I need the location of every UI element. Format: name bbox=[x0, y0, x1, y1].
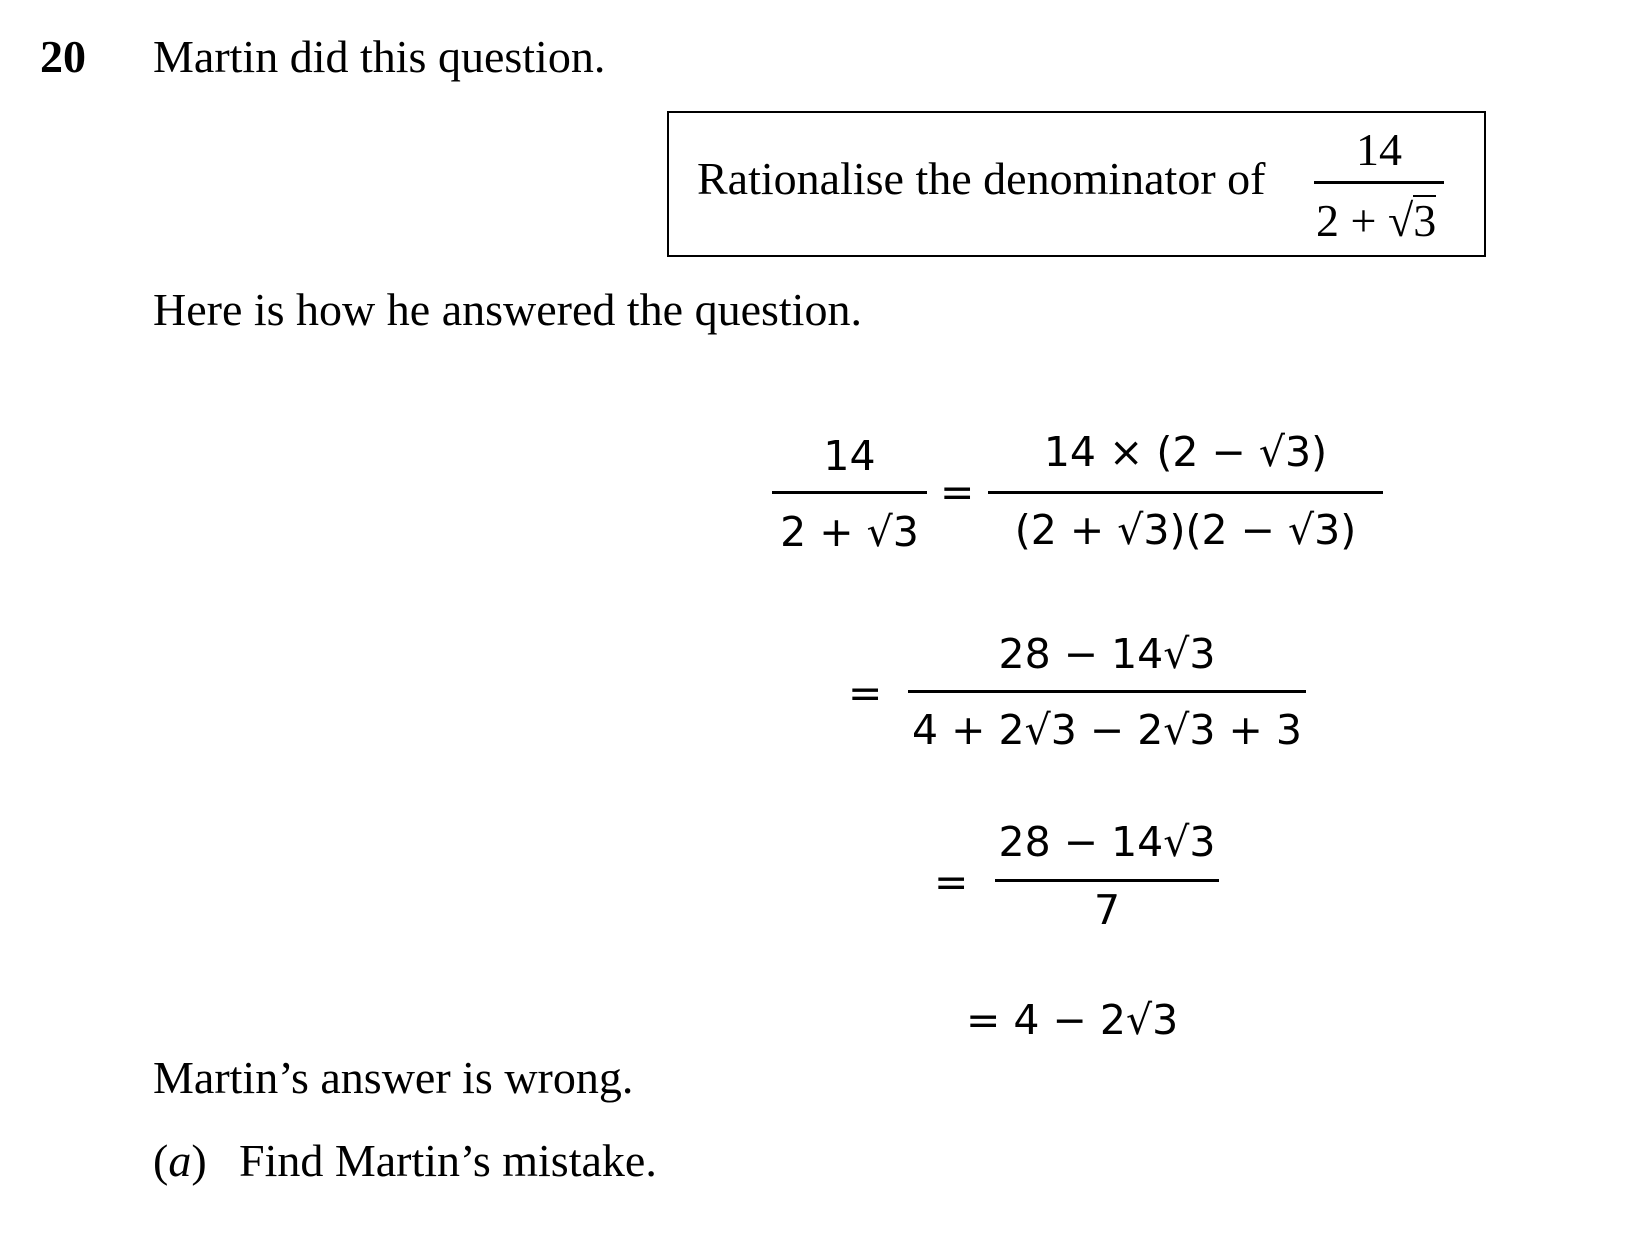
line4-result: = 4 − 2√3 bbox=[966, 996, 1179, 1044]
part-a-text: Find Martin’s mistake. bbox=[239, 1135, 657, 1186]
line1-left-numerator: 14 bbox=[823, 432, 876, 480]
part-a-label-open: ( bbox=[153, 1135, 169, 1186]
line3-numerator: 28 − 14√3 bbox=[998, 818, 1216, 866]
line1-left-bar bbox=[772, 491, 927, 494]
question-number: 20 bbox=[40, 31, 86, 82]
question-intro: Martin did this question. bbox=[153, 31, 606, 82]
line2-bar bbox=[908, 690, 1306, 693]
box-text: Rationalise the denominator of bbox=[697, 153, 1266, 204]
box-denominator-prefix: 2 + bbox=[1316, 195, 1388, 246]
line1-right-denominator: (2 + √3)(2 − √3) bbox=[1014, 506, 1357, 554]
part-a bbox=[153, 1135, 207, 1186]
box-fraction-bar bbox=[1314, 181, 1444, 184]
part-a-label-letter: a bbox=[168, 1135, 192, 1186]
box-radicand: 3 bbox=[1413, 195, 1437, 246]
radical-icon: √ bbox=[1387, 195, 1414, 246]
line2-denominator: 4 + 2√3 − 2√3 + 3 bbox=[911, 706, 1303, 754]
follow-up-text: Here is how he answered the question. bbox=[153, 284, 862, 335]
line3-equals: = bbox=[934, 858, 969, 906]
line1-left-denominator: 2 + √3 bbox=[780, 508, 919, 556]
line1-right-numerator: 14 × (2 − √3) bbox=[1043, 428, 1328, 476]
box-fraction-denominator bbox=[1316, 195, 1436, 244]
line2-numerator: 28 − 14√3 bbox=[998, 630, 1216, 678]
line3-bar bbox=[995, 879, 1219, 882]
box-fraction-numerator: 14 bbox=[1356, 124, 1402, 175]
line3-denominator: 7 bbox=[1093, 886, 1121, 934]
line2-equals: = bbox=[848, 669, 883, 717]
line1-right-bar bbox=[988, 491, 1383, 494]
part-a-label-close: ) bbox=[191, 1135, 207, 1186]
statement-text: Martin’s answer is wrong. bbox=[153, 1052, 634, 1103]
line1-equals: = bbox=[940, 468, 975, 516]
